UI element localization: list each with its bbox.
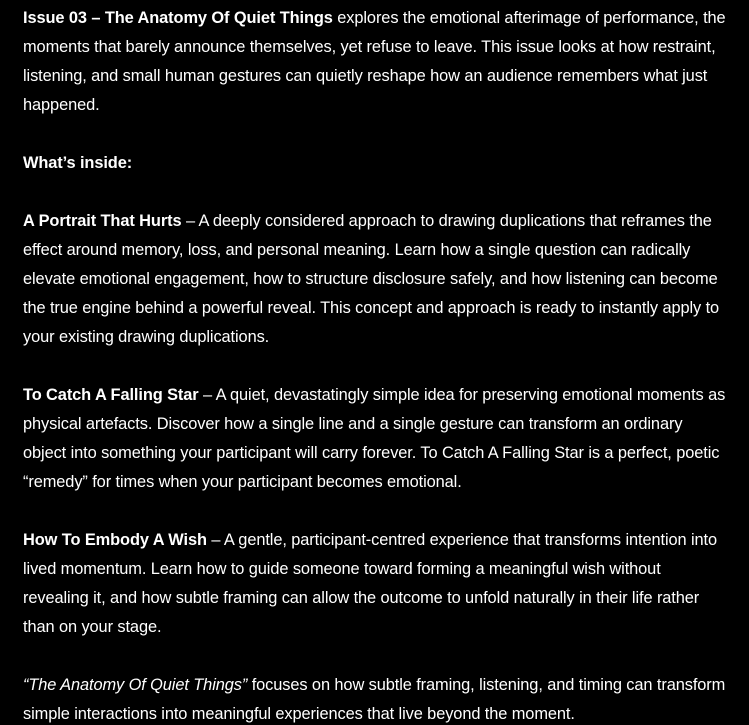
inside-heading-text: What’s inside: [23, 154, 133, 172]
item-portrait-that-hurts [23, 207, 729, 352]
item-to-catch-a-falling-star [23, 381, 729, 497]
inside-heading [23, 149, 729, 178]
item-title: How To Embody A Wish [23, 531, 207, 549]
closing-text: focuses on how subtle framing, listening, and timing can transform simple interactions into meaningful experiences that live beyond the moment. [23, 676, 726, 723]
issue-title: Issue 03 – The Anatomy Of Quiet Things [23, 9, 333, 27]
intro-text: explores the emotional afterimage of performance, the moments that barely announce themselves, yet refuse to leave. This issue looks at how restraint, listening, and small human gestures can quietly reshape how an audience remembers what just happened. [23, 9, 726, 114]
closing-title: “The Anatomy Of Quiet Things” [23, 676, 248, 694]
item-text: – A gentle, participant-centred experience that transforms intention into lived momentum. Learn how to guide someone toward forming a meaningful wish without revealing it, and how subtle framing can allow the outcome to unfold naturally in their life rather than on your stage. [23, 531, 718, 636]
item-how-to-embody-a-wish [23, 526, 729, 642]
closing-paragraph [23, 671, 729, 725]
intro-paragraph [23, 4, 729, 120]
item-title: To Catch A Falling Star [23, 386, 199, 404]
item-title: A Portrait That Hurts [23, 212, 182, 230]
item-text: – A deeply considered approach to drawing duplications that reframes the effect around memory, loss, and personal meaning. Learn how a single question can radically elevate emotional engagement, how to structure disclosure safely, and how listening can become the true engine behind a powerful reveal. This concept and approach is ready to instantly apply to your existing drawing duplications. [23, 212, 720, 346]
item-text: – A quiet, devastatingly simple idea for preserving emotional moments as physical artefacts. Discover how a single line and a single gesture can transform an ordinary object into something your participant will carry forever. To Catch A Falling Star is a perfect, poetic “remedy” for times when your participant becomes emotional. [23, 386, 726, 491]
